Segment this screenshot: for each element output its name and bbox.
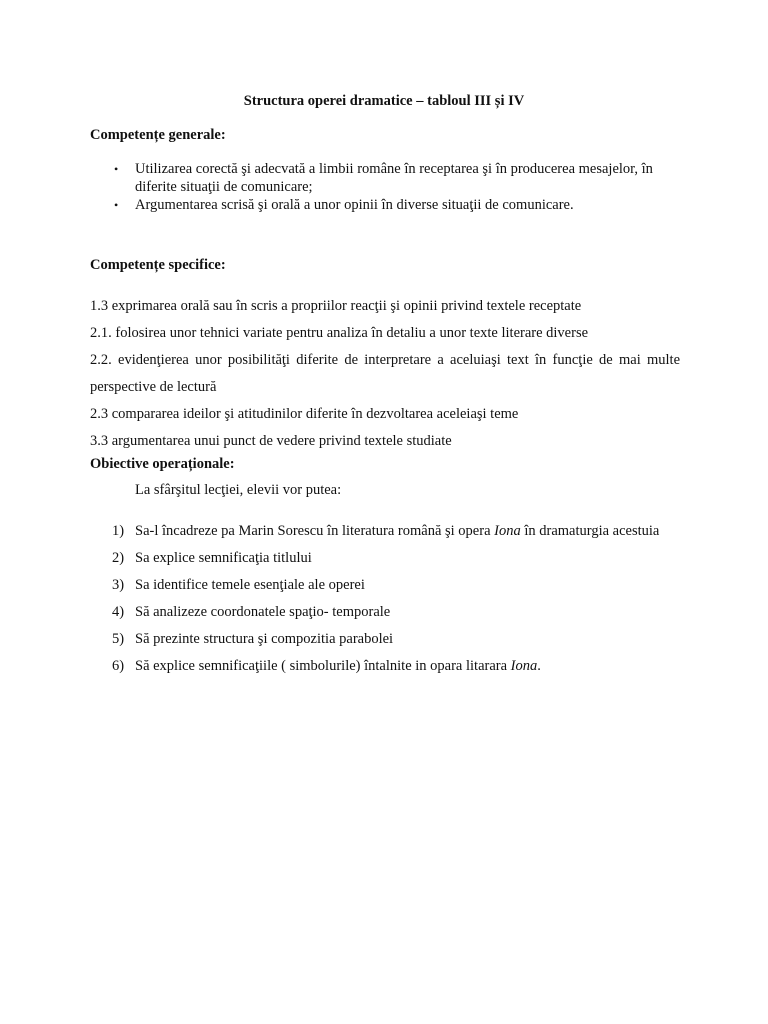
specific-competence: 2.1. folosirea unor tehnici variate pentru analiza în detaliu a unor texte literare diverse — [90, 325, 589, 341]
item-number: 3) — [112, 577, 125, 593]
bullet-icon: • — [114, 162, 119, 176]
specific-competence: 1.3 exprimarea orală sau în scris a propriilor reacţii şi opinii privind textele receptate — [90, 298, 582, 314]
specific-competences-list — [90, 293, 680, 455]
item-number: 4) — [112, 604, 125, 620]
objective-text: Să explice semnificaţiile ( simbolurile) întalnite in opara litarara — [135, 658, 511, 674]
list-item — [90, 518, 680, 545]
item-number: 5) — [112, 631, 125, 647]
list-item — [90, 160, 690, 196]
list-item — [90, 653, 680, 680]
specific-competences-heading: Competențe specifice: — [90, 257, 226, 273]
item-number: 2) — [112, 550, 125, 566]
objectives-list — [90, 518, 680, 680]
objective-text: . — [537, 658, 541, 674]
objective-text: Sa explice semnificaţia titlului — [135, 550, 312, 566]
document-title: Structura operei dramatice – tabloul III și IV — [243, 93, 525, 109]
bullet-icon: • — [114, 198, 119, 212]
objective-text: în dramaturgia acestuia — [520, 523, 660, 539]
objective-text: Să prezinte structura şi compozitia parabolei — [135, 631, 394, 647]
list-item — [90, 545, 680, 572]
list-item — [90, 572, 680, 599]
specific-competence: 2.3 compararea ideilor şi atitudinilor diferite în dezvoltarea aceleiaşi teme — [90, 406, 519, 422]
objective-text: Să analizeze coordonatele spaţio- temporale — [135, 604, 391, 620]
item-number: 1) — [112, 523, 125, 539]
objective-text: Sa-l încadreze pa Marin Sorescu în literatura română şi opera — [135, 523, 495, 539]
list-item — [90, 196, 690, 214]
general-competences-list — [90, 160, 690, 214]
general-competence-text: Argumentarea scrisă şi orală a unor opinii în diverse situaţii de comunicare. — [135, 197, 574, 213]
item-number: 6) — [112, 658, 125, 674]
general-competence-text: Utilizarea corectă şi adecvată a limbii române în receptarea şi în producerea mesajelor, în diferite situaţii de comunicare; — [135, 161, 653, 195]
objectives-heading: Obiective operaționale: — [90, 456, 235, 472]
objectives-intro: La sfârşitul lecţiei, elevii vor putea: — [135, 482, 342, 498]
general-competences-heading: Competențe generale: — [90, 127, 226, 143]
list-item — [90, 599, 680, 626]
objective-text: Sa identifice temele esenţiale ale operei — [135, 577, 365, 593]
specific-competence: 3.3 argumentarea unui punct de vedere privind textele studiate — [90, 433, 452, 449]
work-title: Iona — [494, 523, 521, 539]
specific-competence: 2.2. evidenţierea unor posibilităţi diferite de interpretare a aceluiaşi text în funcţie de mai multe perspective de lectură — [90, 352, 680, 395]
work-title: Iona — [510, 658, 538, 674]
list-item — [90, 626, 680, 653]
